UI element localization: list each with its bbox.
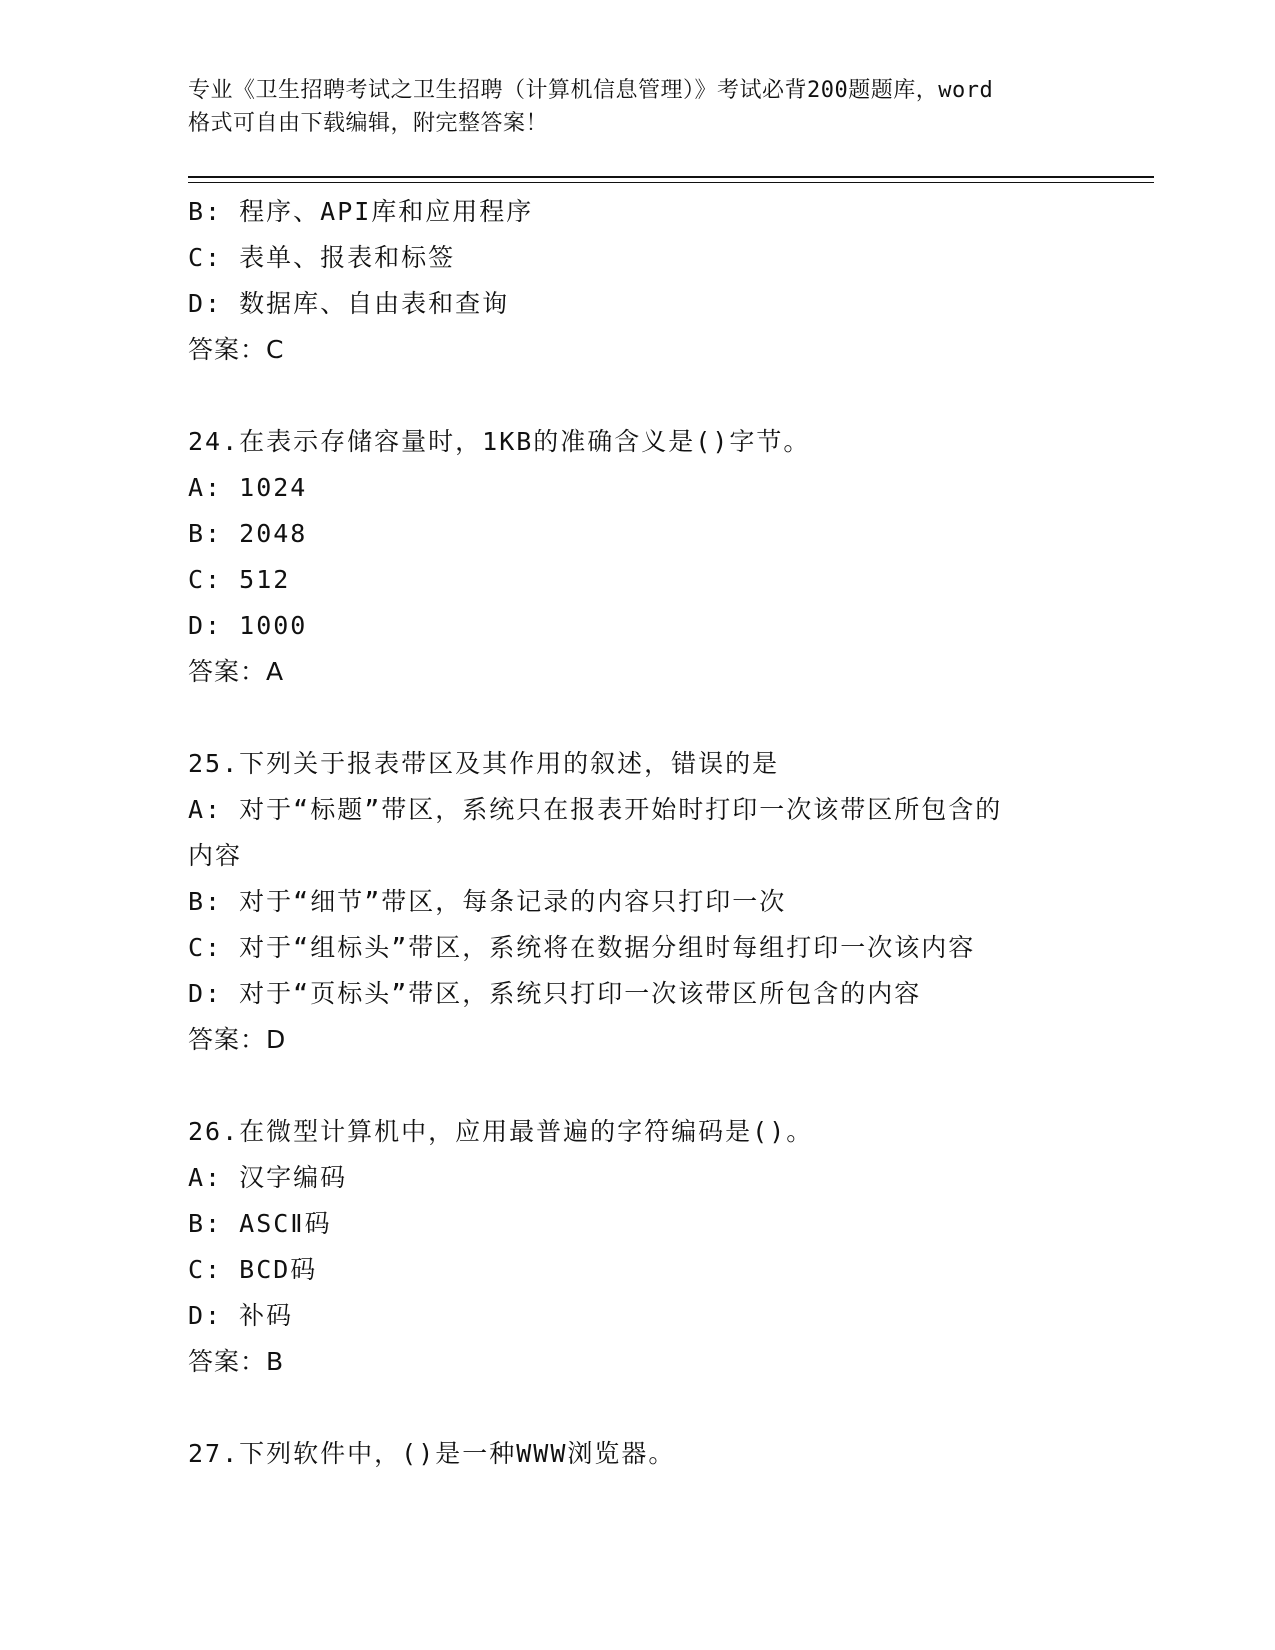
option-d: D: 对于“页标头”带区，系统只打印一次该带区所包含的内容 <box>188 979 922 1008</box>
option-b: B: ASCⅡ码 <box>188 1209 332 1238</box>
header-divider-thick <box>188 176 1154 178</box>
question-block-23 <box>188 189 1108 373</box>
option-b: B: 2048 <box>188 519 308 548</box>
option-a: A: 汉字编码 <box>188 1163 348 1192</box>
option-b: B: 对于“细节”带区，每条记录的内容只打印一次 <box>188 887 787 916</box>
header-divider-thin <box>188 182 1154 183</box>
answer-line: 答案：B <box>188 1347 285 1376</box>
option-d: D: 数据库、自由表和查询 <box>188 289 510 318</box>
option-c: C: 512 <box>188 565 291 594</box>
question-list <box>188 189 1108 1477</box>
question-block-25 <box>188 741 1108 1063</box>
option-d: D: 补码 <box>188 1301 294 1330</box>
question-text: 25.下列关于报表带区及其作用的叙述，错误的是 <box>188 749 780 778</box>
answer-line: 答案：D <box>188 1025 287 1054</box>
option-b: B: 程序、API库和应用程序 <box>188 197 534 226</box>
document-header <box>188 74 1088 140</box>
spacer <box>188 1385 1108 1431</box>
answer-line: 答案：A <box>188 657 285 686</box>
question-text: 27.下列软件中，()是一种WWW浏览器。 <box>188 1439 676 1468</box>
spacer <box>188 1063 1108 1109</box>
option-a-line-1: A: 对于“标题”带区，系统只在报表开始时打印一次该带区所包含的 <box>188 795 1003 824</box>
answer-line: 答案：C <box>188 335 285 364</box>
question-block-26 <box>188 1109 1108 1385</box>
option-c: C: 表单、报表和标签 <box>188 243 456 272</box>
spacer <box>188 373 1108 419</box>
option-c: C: BCD码 <box>188 1255 318 1284</box>
question-text: 24.在表示存储容量时，1KB的准确含义是()字节。 <box>188 427 811 456</box>
spacer <box>188 695 1108 741</box>
option-d: D: 1000 <box>188 611 308 640</box>
option-c: C: 对于“组标头”带区，系统将在数据分组时每组打印一次该内容 <box>188 933 976 962</box>
option-a: A: 1024 <box>188 473 308 502</box>
header-line-1: 专业《卫生招聘考试之卫生招聘（计算机信息管理）》考试必背200题题库，word <box>188 78 994 103</box>
question-block-27 <box>188 1431 1108 1477</box>
question-block-24 <box>188 419 1108 695</box>
option-a-line-2: 内容 <box>188 841 243 870</box>
question-text: 26.在微型计算机中，应用最普遍的字符编码是()。 <box>188 1117 814 1146</box>
header-line-2: 格式可自由下载编辑，附完整答案！ <box>188 111 549 136</box>
